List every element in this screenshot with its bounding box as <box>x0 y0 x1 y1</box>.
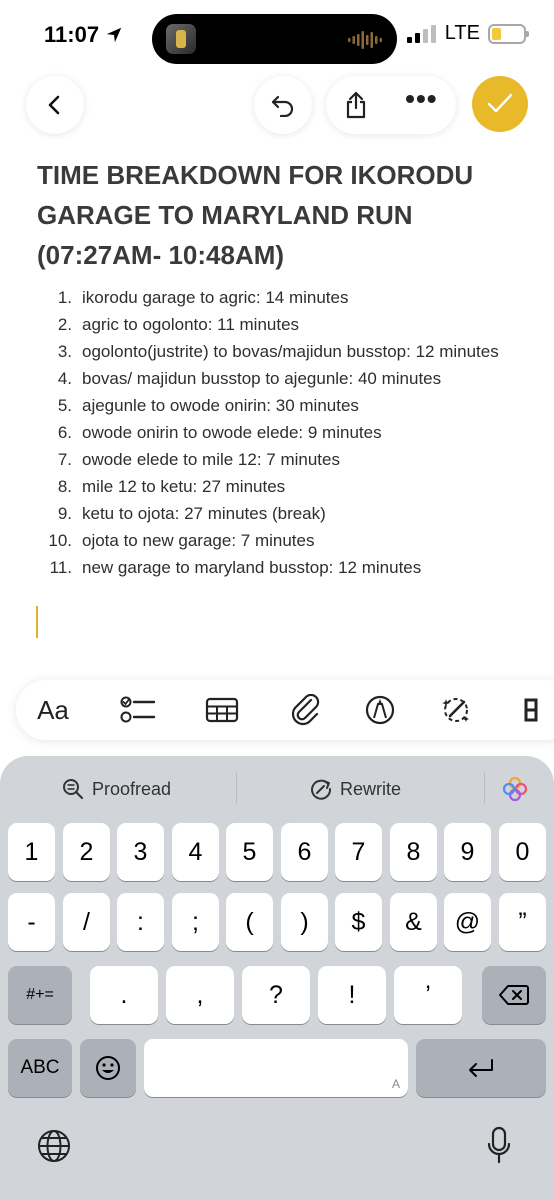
text-cursor <box>36 606 38 638</box>
undo-icon <box>270 93 296 117</box>
dynamic-island[interactable] <box>152 14 397 64</box>
key-hyphen[interactable]: - <box>8 893 55 951</box>
actions-group <box>326 76 456 134</box>
key-3[interactable]: 3 <box>117 823 164 881</box>
key-5[interactable]: 5 <box>226 823 273 881</box>
back-button[interactable] <box>26 76 84 134</box>
key-0[interactable]: 0 <box>499 823 546 881</box>
emoji-icon <box>95 1055 121 1081</box>
list-item[interactable]: 10. ojota to new garage: 7 minutes <box>48 531 315 550</box>
paperclip-icon <box>291 694 321 726</box>
key-4[interactable]: 4 <box>172 823 219 881</box>
more-format-button[interactable] <box>516 680 546 740</box>
clock: 11:07 <box>44 22 100 47</box>
key-9[interactable]: 9 <box>444 823 491 881</box>
key-2[interactable]: 2 <box>63 823 110 881</box>
truncated-format-icon <box>524 698 538 722</box>
battery-icon <box>488 24 526 44</box>
key-close-paren[interactable]: ) <box>281 893 328 951</box>
key-semicolon[interactable]: ; <box>172 893 219 951</box>
suggestion-divider <box>484 772 485 804</box>
list-item[interactable]: 2. agric to ogolonto: 11 minutes <box>57 315 300 334</box>
key-6[interactable]: 6 <box>281 823 328 881</box>
return-icon <box>466 1057 496 1079</box>
key-quote[interactable]: ” <box>499 893 546 951</box>
abc-key[interactable]: ABC <box>8 1039 72 1097</box>
list-item[interactable]: 6. owode onirin to owode elede: 9 minutes <box>57 423 382 442</box>
chevron-left-icon <box>44 94 66 116</box>
text-format-button[interactable] <box>30 680 76 740</box>
emoji-key[interactable] <box>80 1039 136 1097</box>
key-symbols[interactable]: #+= <box>8 966 72 1024</box>
delete-key[interactable] <box>482 966 546 1024</box>
list-item[interactable]: 5. ajegunle to owode onirin: 30 minutes <box>57 396 359 415</box>
audio-waveform-icon <box>347 29 383 51</box>
apple-intelligence-button[interactable] <box>502 774 528 804</box>
suggestion-divider <box>236 772 237 804</box>
status-indicators <box>407 22 526 45</box>
cellular-signal-icon <box>407 25 437 43</box>
markup-pen-icon <box>364 694 396 726</box>
rewrite-icon <box>310 778 332 800</box>
ellipsis-icon: ••• <box>405 83 438 114</box>
list-item[interactable]: 9. ketu to ojota: 27 minutes (break) <box>57 504 326 523</box>
writing-tools-icon <box>439 693 473 727</box>
list-item[interactable]: 4. bovas/ majidun busstop to ajegunle: 40 minutes <box>57 369 442 388</box>
done-button[interactable] <box>472 76 528 132</box>
key-question[interactable]: ? <box>242 966 310 1024</box>
list-item[interactable]: 1. ikorodu garage to agric: 14 minutes <box>57 288 349 307</box>
attachment-button[interactable] <box>284 680 328 740</box>
key-apostrophe[interactable]: ’ <box>394 966 462 1024</box>
table-icon <box>205 697 239 723</box>
undo-button[interactable] <box>254 76 312 134</box>
space-bar[interactable] <box>144 1039 408 1097</box>
key-8[interactable]: 8 <box>390 823 437 881</box>
key-at[interactable]: @ <box>444 893 491 951</box>
key-dollar[interactable]: $ <box>335 893 382 951</box>
format-aa-label: Aa <box>37 694 69 725</box>
list-item[interactable]: 11. new garage to maryland busstop: 12 minutes <box>49 558 422 577</box>
location-arrow-icon <box>105 26 123 44</box>
checklist-icon <box>120 696 156 724</box>
apple-intelligence-icon <box>502 776 528 802</box>
now-playing-artwork <box>166 24 196 54</box>
return-key[interactable] <box>416 1039 546 1097</box>
keyboard <box>0 756 554 1200</box>
key-comma[interactable]: , <box>166 966 234 1024</box>
microphone-icon[interactable] <box>486 1126 512 1166</box>
network-type: LTE <box>444 22 480 44</box>
markup-button[interactable] <box>358 680 402 740</box>
space-hint: A <box>391 1077 400 1091</box>
proofread-label: Proofread <box>92 778 172 799</box>
key-ampersand[interactable]: & <box>390 893 437 951</box>
share-icon <box>344 91 368 119</box>
rewrite-label: Rewrite <box>340 778 402 799</box>
globe-icon[interactable] <box>36 1128 72 1164</box>
writing-tools-button[interactable] <box>434 680 478 740</box>
list-item[interactable]: 8. mile 12 to ketu: 27 minutes <box>57 477 286 496</box>
table-button[interactable] <box>200 680 244 740</box>
key-7[interactable]: 7 <box>335 823 382 881</box>
key-1[interactable]: 1 <box>8 823 55 881</box>
note-numbered-list[interactable] <box>30 284 530 581</box>
note-title[interactable]: TIME BREAKDOWN FOR IKORODU GARAGE TO MARYLAND RUN (07:27AM- 10:48AM) <box>37 160 474 270</box>
checklist-button[interactable] <box>116 680 160 740</box>
checkmark-icon <box>486 92 514 116</box>
share-button[interactable] <box>344 91 368 119</box>
list-item[interactable]: 7. owode elede to mile 12: 7 minutes <box>57 450 340 469</box>
key-period[interactable]: . <box>90 966 158 1024</box>
format-toolbar <box>16 680 554 740</box>
proofread-suggestion[interactable] <box>62 774 171 804</box>
rewrite-suggestion[interactable] <box>310 774 401 804</box>
key-colon[interactable]: : <box>117 893 164 951</box>
key-open-paren[interactable]: ( <box>226 893 273 951</box>
proofread-icon <box>62 778 84 800</box>
key-exclamation[interactable]: ! <box>318 966 386 1024</box>
list-item[interactable]: 3. ogolonto(justrite) to bovas/majidun busstop: 12 minutes <box>57 342 499 361</box>
key-slash[interactable]: / <box>63 893 110 951</box>
more-button[interactable] <box>405 85 437 113</box>
backspace-icon <box>499 984 529 1006</box>
status-time <box>44 22 123 48</box>
